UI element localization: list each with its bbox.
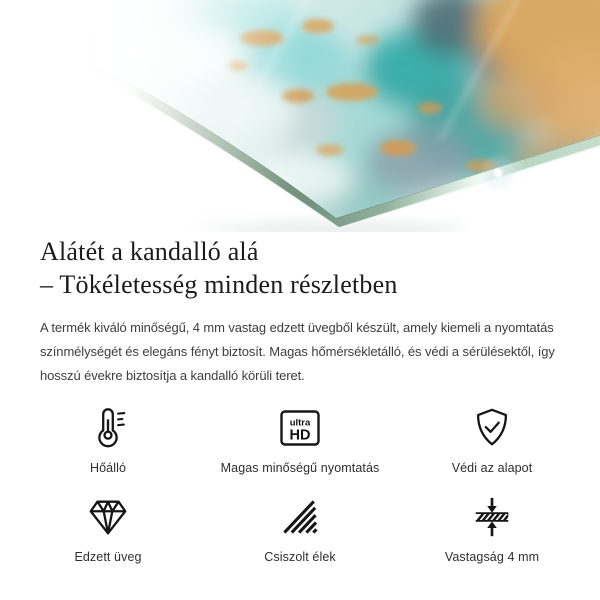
thermometer-icon	[85, 405, 131, 451]
feature-label: Védi az alapot	[451, 461, 533, 475]
glass-panel-corner-photo	[0, 0, 600, 232]
feature-label: Csiszolt élek	[264, 550, 336, 564]
shield-check-icon	[469, 405, 515, 451]
feature-thickness-4mm	[396, 493, 588, 564]
feature-grid	[0, 404, 600, 564]
page-title-line2: – Tökéletesség minden részletben	[40, 270, 398, 299]
feature-label: Edzett üveg	[74, 550, 142, 564]
ultra-hd-icon-text-top: ultra	[289, 417, 311, 429]
polished-edges-icon	[278, 495, 322, 539]
description-line: színmélységét és elegáns fényt biztosít. Magas hőmérsékletálló, és védi a sérülésektől, így	[40, 344, 555, 359]
product-description	[40, 316, 560, 388]
feature-ultra-hd-print	[204, 404, 396, 475]
feature-tempered-glass	[12, 493, 204, 564]
page-title	[40, 235, 560, 301]
feature-label: Magas minőségű nyomtatás	[220, 461, 380, 475]
white-fade-overlay	[0, 0, 330, 232]
page-title-line1: Alátét a kandalló alá	[40, 237, 259, 266]
description-line: A termék kiváló minőségű, 4 mm vastag edzett üvegből készült, amely kiemeli a nyomtatás	[40, 320, 554, 335]
thickness-icon	[469, 494, 515, 540]
feature-protects-base	[396, 404, 588, 475]
product-hero	[0, 0, 600, 232]
feature-label: Vastagság 4 mm	[444, 550, 540, 564]
feature-label: Hőálló	[89, 461, 127, 475]
diamond-icon	[85, 494, 131, 540]
description-line: hosszú évekre biztosítja a kandalló körüli teret.	[40, 368, 305, 383]
feature-polished-edges	[204, 493, 396, 564]
ultra-hd-icon	[276, 404, 324, 452]
ultra-hd-icon-text-bottom: HD	[289, 427, 311, 444]
feature-heat-resistant	[12, 404, 204, 475]
